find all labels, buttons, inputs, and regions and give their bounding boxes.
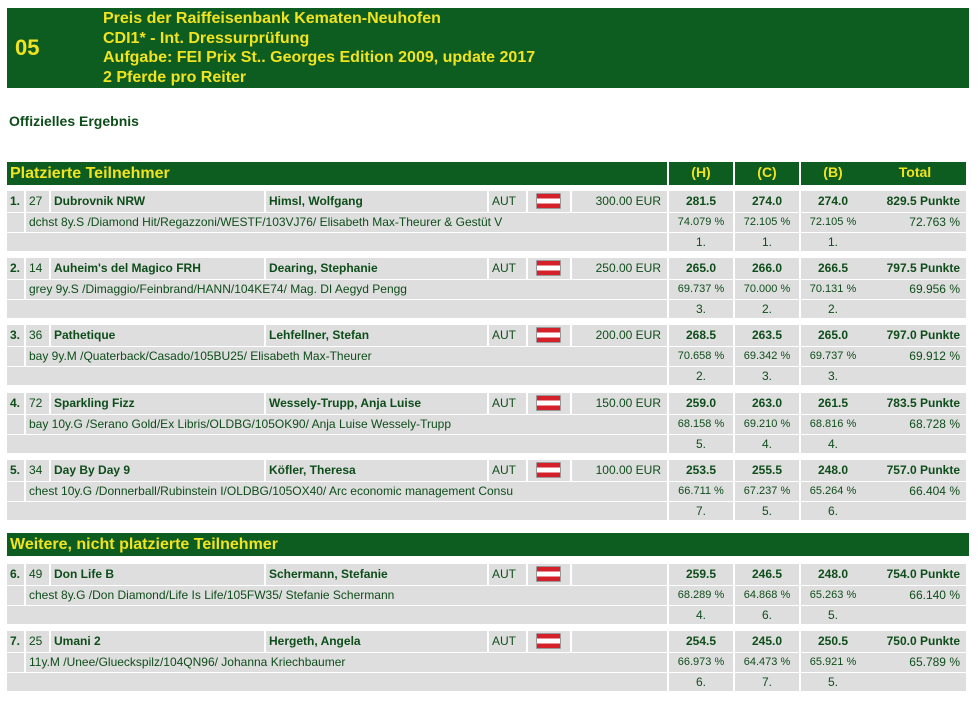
percent-h: 74.079 % bbox=[669, 213, 733, 232]
percent-h: 68.158 % bbox=[669, 415, 733, 434]
austria-flag-icon bbox=[536, 193, 561, 209]
horse-details: dchst 8y.S /Diamond Hit/Regazzoni/WESTF/103VJ76/ Elisabeth Max-Theurer & Gestüt V bbox=[26, 213, 667, 232]
score-c: 255.5 bbox=[735, 460, 799, 481]
placing-spacer bbox=[7, 435, 667, 453]
competition-rule: 2 Pferde pro Reiter bbox=[103, 68, 247, 86]
result-entry bbox=[7, 460, 969, 520]
section-header bbox=[7, 533, 969, 556]
start-number: 34 bbox=[26, 460, 49, 481]
score-h: 265.0 bbox=[669, 258, 733, 279]
judge-rank-h: 4. bbox=[669, 606, 733, 624]
score-c: 266.0 bbox=[735, 258, 799, 279]
judge-rank-c: 2. bbox=[735, 300, 799, 318]
competition-class: CDI1* - Int. Dressurprüfung bbox=[103, 29, 310, 47]
percent-b: 72.105 % bbox=[801, 213, 865, 232]
prize-money: 150.00 EUR bbox=[572, 393, 667, 414]
competition-header bbox=[7, 8, 969, 88]
result-entry bbox=[7, 631, 969, 691]
percent-h: 66.711 % bbox=[669, 482, 733, 501]
placing-spacer bbox=[7, 502, 667, 520]
total-percent: 69.956 % bbox=[864, 280, 966, 299]
rider-name: Hergeth, Angela bbox=[266, 631, 487, 652]
total-percent: 72.763 % bbox=[864, 213, 966, 232]
austria-flag-icon bbox=[536, 395, 561, 411]
percent-c: 69.342 % bbox=[735, 347, 799, 366]
rank: 4. bbox=[7, 393, 24, 414]
rider-name: Wessely-Trupp, Anja Luise bbox=[266, 393, 487, 414]
nation-flag-cell bbox=[528, 325, 570, 346]
horse-details: chest 10y.G /Donnerball/Rubinstein I/OLDBG/105OX40/ Arc economic management Consu bbox=[26, 482, 667, 501]
score-b: 266.5 bbox=[801, 258, 865, 279]
score-c: 274.0 bbox=[735, 191, 799, 212]
score-c: 246.5 bbox=[735, 564, 799, 585]
start-number: 72 bbox=[26, 393, 49, 414]
judge-rank-b: 3. bbox=[801, 367, 865, 385]
percent-h: 66.973 % bbox=[669, 653, 733, 672]
judge-rank-b: 6. bbox=[801, 502, 865, 520]
total-points: 829.5 Punkte bbox=[864, 191, 966, 212]
percent-c: 70.000 % bbox=[735, 280, 799, 299]
score-b: 248.0 bbox=[801, 564, 865, 585]
details-spacer bbox=[7, 482, 24, 501]
horse-name: Auheim's del Magico FRH bbox=[51, 258, 264, 279]
total-percent: 65.789 % bbox=[864, 653, 966, 672]
total-points: 757.0 Punkte bbox=[864, 460, 966, 481]
score-b: 248.0 bbox=[801, 460, 865, 481]
nation: AUT bbox=[489, 564, 526, 585]
score-h: 268.5 bbox=[669, 325, 733, 346]
judge-rank-c: 1. bbox=[735, 233, 799, 251]
prize-money: 250.00 EUR bbox=[572, 258, 667, 279]
rider-name: Köfler, Theresa bbox=[266, 460, 487, 481]
judge-rank-h: 2. bbox=[669, 367, 733, 385]
judge-rank-c: 6. bbox=[735, 606, 799, 624]
nation-flag-cell bbox=[528, 191, 570, 212]
column-header-c: (C) bbox=[735, 162, 799, 185]
percent-h: 68.289 % bbox=[669, 586, 733, 605]
rank: 5. bbox=[7, 460, 24, 481]
rank: 1. bbox=[7, 191, 24, 212]
horse-name: Dubrovnik NRW bbox=[51, 191, 264, 212]
horse-details: bay 10y.G /Serano Gold/Ex Libris/OLDBG/105OK90/ Anja Luise Wessely-Trupp bbox=[26, 415, 667, 434]
austria-flag-icon bbox=[536, 633, 561, 649]
percent-b: 68.816 % bbox=[801, 415, 865, 434]
placing-spacer bbox=[7, 367, 667, 385]
horse-details: 11y.M /Unee/Glueckspilz/104QN96/ Johanna Kriechbaumer bbox=[26, 653, 667, 672]
rank: 6. bbox=[7, 564, 24, 585]
start-number: 49 bbox=[26, 564, 49, 585]
austria-flag-icon bbox=[536, 462, 561, 478]
nation-flag-cell bbox=[528, 460, 570, 481]
placing-spacer bbox=[7, 233, 667, 251]
total-points: 750.0 Punkte bbox=[864, 631, 966, 652]
percent-c: 72.105 % bbox=[735, 213, 799, 232]
horse-name: Don Life B bbox=[51, 564, 264, 585]
competition-number: 05 bbox=[15, 35, 40, 60]
judge-rank-b: 1. bbox=[801, 233, 865, 251]
total-points: 797.0 Punkte bbox=[864, 325, 966, 346]
nation: AUT bbox=[489, 631, 526, 652]
nation: AUT bbox=[489, 191, 526, 212]
percent-b: 65.264 % bbox=[801, 482, 865, 501]
percent-b: 70.131 % bbox=[801, 280, 865, 299]
total-rank-spacer bbox=[864, 606, 966, 624]
start-number: 27 bbox=[26, 191, 49, 212]
percent-c: 69.210 % bbox=[735, 415, 799, 434]
details-spacer bbox=[7, 280, 24, 299]
placing-spacer bbox=[7, 606, 667, 624]
competition-title-block bbox=[103, 9, 535, 87]
nation: AUT bbox=[489, 393, 526, 414]
result-entry bbox=[7, 564, 969, 624]
score-h: 281.5 bbox=[669, 191, 733, 212]
total-rank-spacer bbox=[864, 502, 966, 520]
total-percent: 69.912 % bbox=[864, 347, 966, 366]
percent-c: 64.868 % bbox=[735, 586, 799, 605]
section-title: Weitere, nicht platzierte Teilnehmer bbox=[7, 533, 969, 556]
placing-spacer bbox=[7, 673, 667, 691]
judge-rank-h: 1. bbox=[669, 233, 733, 251]
horse-details: grey 9y.S /Dimaggio/Feinbrand/HANN/104KE74/ Mag. DI Aegyd Pengg bbox=[26, 280, 667, 299]
rider-name: Schermann, Stefanie bbox=[266, 564, 487, 585]
horse-details: chest 8y.G /Don Diamond/Life Is Life/105FW35/ Stefanie Schermann bbox=[26, 586, 667, 605]
placing-spacer bbox=[7, 300, 667, 318]
judge-rank-h: 7. bbox=[669, 502, 733, 520]
score-h: 259.0 bbox=[669, 393, 733, 414]
prize-money: 200.00 EUR bbox=[572, 325, 667, 346]
percent-b: 69.737 % bbox=[801, 347, 865, 366]
austria-flag-icon bbox=[536, 260, 561, 276]
competition-test: Aufgabe: FEI Prix St.. Georges Edition 2009, update 2017 bbox=[103, 49, 536, 66]
result-entry bbox=[7, 191, 969, 251]
judge-rank-c: 5. bbox=[735, 502, 799, 520]
total-rank-spacer bbox=[864, 673, 966, 691]
score-h: 259.5 bbox=[669, 564, 733, 585]
rank: 3. bbox=[7, 325, 24, 346]
percent-b: 65.263 % bbox=[801, 586, 865, 605]
score-b: 274.0 bbox=[801, 191, 865, 212]
prize-money bbox=[572, 564, 667, 585]
total-rank-spacer bbox=[864, 300, 966, 318]
horse-name: Sparkling Fizz bbox=[51, 393, 264, 414]
judge-rank-h: 5. bbox=[669, 435, 733, 453]
section-header bbox=[7, 162, 969, 185]
judge-rank-b: 4. bbox=[801, 435, 865, 453]
total-rank-spacer bbox=[864, 233, 966, 251]
score-c: 263.5 bbox=[735, 325, 799, 346]
nation-flag-cell bbox=[528, 393, 570, 414]
result-entry bbox=[7, 393, 969, 453]
details-spacer bbox=[7, 653, 24, 672]
result-entry bbox=[7, 258, 969, 318]
total-rank-spacer bbox=[864, 367, 966, 385]
prize-money: 300.00 EUR bbox=[572, 191, 667, 212]
percent-h: 69.737 % bbox=[669, 280, 733, 299]
judge-rank-c: 4. bbox=[735, 435, 799, 453]
total-rank-spacer bbox=[864, 435, 966, 453]
austria-flag-icon bbox=[536, 327, 561, 343]
percent-c: 67.237 % bbox=[735, 482, 799, 501]
horse-name: Day By Day 9 bbox=[51, 460, 264, 481]
nation-flag-cell bbox=[528, 631, 570, 652]
nation-flag-cell bbox=[528, 564, 570, 585]
total-percent: 66.140 % bbox=[864, 586, 966, 605]
percent-c: 64.473 % bbox=[735, 653, 799, 672]
judge-rank-h: 6. bbox=[669, 673, 733, 691]
nation-flag-cell bbox=[528, 258, 570, 279]
rank: 2. bbox=[7, 258, 24, 279]
details-spacer bbox=[7, 213, 24, 232]
horse-details: bay 9y.M /Quaterback/Casado/105BU25/ Elisabeth Max-Theurer bbox=[26, 347, 667, 366]
competition-title: Preis der Raiffeisenbank Kematen-Neuhofen bbox=[103, 10, 441, 27]
column-header-total: Total bbox=[864, 162, 966, 185]
details-spacer bbox=[7, 415, 24, 434]
score-b: 250.5 bbox=[801, 631, 865, 652]
score-c: 263.0 bbox=[735, 393, 799, 414]
start-number: 14 bbox=[26, 258, 49, 279]
score-b: 261.5 bbox=[801, 393, 865, 414]
rider-name: Himsl, Wolfgang bbox=[266, 191, 487, 212]
result-entry bbox=[7, 325, 969, 385]
horse-name: Pathetique bbox=[51, 325, 264, 346]
percent-b: 65.921 % bbox=[801, 653, 865, 672]
judge-rank-b: 2. bbox=[801, 300, 865, 318]
rider-name: Lehfellner, Stefan bbox=[266, 325, 487, 346]
rider-name: Dearing, Stephanie bbox=[266, 258, 487, 279]
prize-money bbox=[572, 631, 667, 652]
section-title: Platzierte Teilnehmer bbox=[7, 162, 667, 185]
nation: AUT bbox=[489, 325, 526, 346]
score-b: 265.0 bbox=[801, 325, 865, 346]
rank: 7. bbox=[7, 631, 24, 652]
percent-h: 70.658 % bbox=[669, 347, 733, 366]
total-points: 797.5 Punkte bbox=[864, 258, 966, 279]
column-header-h: (H) bbox=[669, 162, 733, 185]
total-percent: 68.728 % bbox=[864, 415, 966, 434]
details-spacer bbox=[7, 347, 24, 366]
judge-rank-h: 3. bbox=[669, 300, 733, 318]
judge-rank-c: 7. bbox=[735, 673, 799, 691]
judge-rank-b: 5. bbox=[801, 673, 865, 691]
official-result-label: Offizielles Ergebnis bbox=[9, 113, 139, 129]
start-number: 25 bbox=[26, 631, 49, 652]
start-number: 36 bbox=[26, 325, 49, 346]
nation: AUT bbox=[489, 460, 526, 481]
nation: AUT bbox=[489, 258, 526, 279]
score-c: 245.0 bbox=[735, 631, 799, 652]
austria-flag-icon bbox=[536, 566, 561, 582]
judge-rank-b: 5. bbox=[801, 606, 865, 624]
horse-name: Umani 2 bbox=[51, 631, 264, 652]
total-percent: 66.404 % bbox=[864, 482, 966, 501]
judge-rank-c: 3. bbox=[735, 367, 799, 385]
prize-money: 100.00 EUR bbox=[572, 460, 667, 481]
column-header-b: (B) bbox=[801, 162, 865, 185]
total-points: 783.5 Punkte bbox=[864, 393, 966, 414]
score-h: 254.5 bbox=[669, 631, 733, 652]
details-spacer bbox=[7, 586, 24, 605]
score-h: 253.5 bbox=[669, 460, 733, 481]
total-points: 754.0 Punkte bbox=[864, 564, 966, 585]
